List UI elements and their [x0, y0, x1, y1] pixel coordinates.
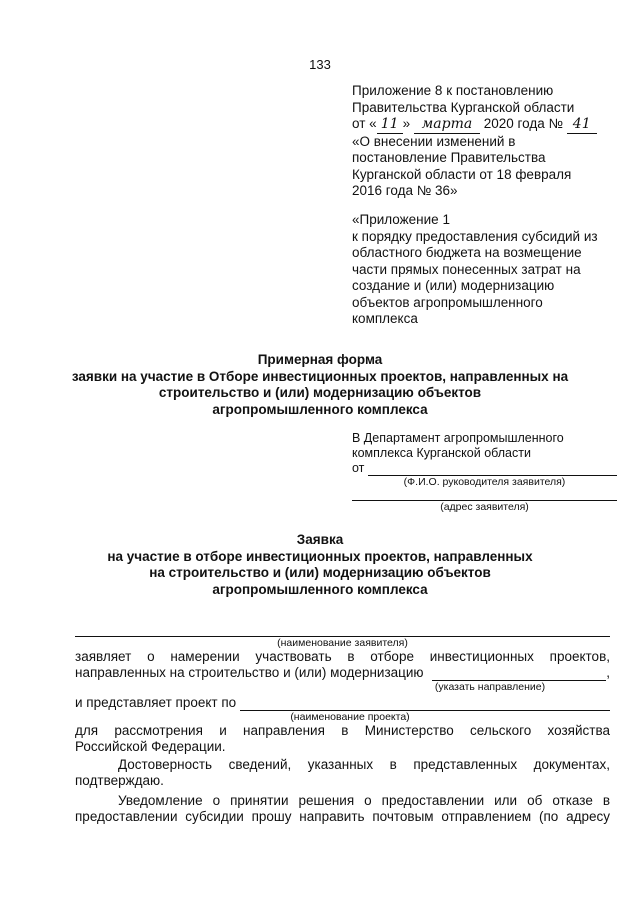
form-title: Примерная форма заявки на участие в Отборе инвестиционных проектов, направленных на строительство и (или) модернизацию объектов агропромышленного комплекса	[71, 352, 569, 417]
appendix-header	[352, 83, 622, 200]
body-line: Российской Федерации.	[75, 739, 226, 754]
appendix-reference: «Приложение 1 к порядку предоставления субсидий из областного бюджета на возмещение части прямых понесенных затрат на создание и (или) модернизацию объектов агропромышленного комплекса	[352, 212, 598, 326]
direction-line: направленных на строительство и (или) модернизацию ,	[75, 665, 610, 680]
body-line: для рассмотрения и направления в Министерство сельского хозяйства	[75, 723, 610, 738]
appendix-line: Приложение 8 к постановлению	[352, 83, 554, 98]
project-blank	[240, 698, 610, 711]
head-name-blank	[368, 463, 617, 476]
caption-head: (Ф.И.О. руководителя заявителя)	[403, 476, 566, 488]
appendix-line: Курганской области от 18 февраля	[352, 166, 572, 182]
project-line: и представляет проект по	[75, 695, 610, 711]
body-line: подтверждаю.	[75, 773, 164, 788]
appendix-line: «О внесении изменений в	[352, 133, 516, 149]
address-blank	[352, 490, 617, 501]
application-body	[75, 628, 610, 825]
body-line: предоставлении субсидии прошу направить почтовым отправлением (по адресу	[75, 809, 610, 824]
appendix-line: 2016 года № 36»	[352, 183, 458, 198]
page-number: 133	[309, 57, 331, 72]
handwritten-month: марта	[414, 116, 480, 134]
appendix-date-line: от « 11 » марта 2020 года № 41	[352, 116, 622, 134]
addressee-block: В Департамент агропромышленного комплекса Курганской области от (Ф.И.О. руководителя заявителя) (адрес заявителя)	[352, 431, 617, 513]
caption-direction: (указать направление)	[434, 681, 546, 693]
body-line: заявляет о намерении участвовать в отборе инвестиционных проектов,	[75, 649, 610, 664]
caption-project: (наименование проекта)	[290, 711, 410, 723]
application-title: Заявка на участие в отборе инвестиционных проектов, направленных на строительство и (или) модернизацию объектов агропромышленного комплекса	[107, 532, 533, 597]
body-line: Уведомление о принятии решения о предоставлении или об отказе в	[118, 793, 610, 808]
appendix-line: Правительства Курганской области	[352, 99, 575, 115]
caption-address: (адрес заявителя)	[440, 501, 529, 513]
handwritten-number: 41	[567, 116, 597, 134]
applicant-blank	[75, 628, 610, 637]
caption-applicant: (наименование заявителя)	[277, 637, 408, 649]
from-field: от	[352, 461, 617, 476]
body-line: Достоверность сведений, указанных в представленных документах,	[118, 757, 610, 772]
appendix-line: постановление Правительства	[352, 150, 546, 165]
direction-blank	[432, 668, 607, 681]
handwritten-day: 11	[377, 116, 403, 134]
